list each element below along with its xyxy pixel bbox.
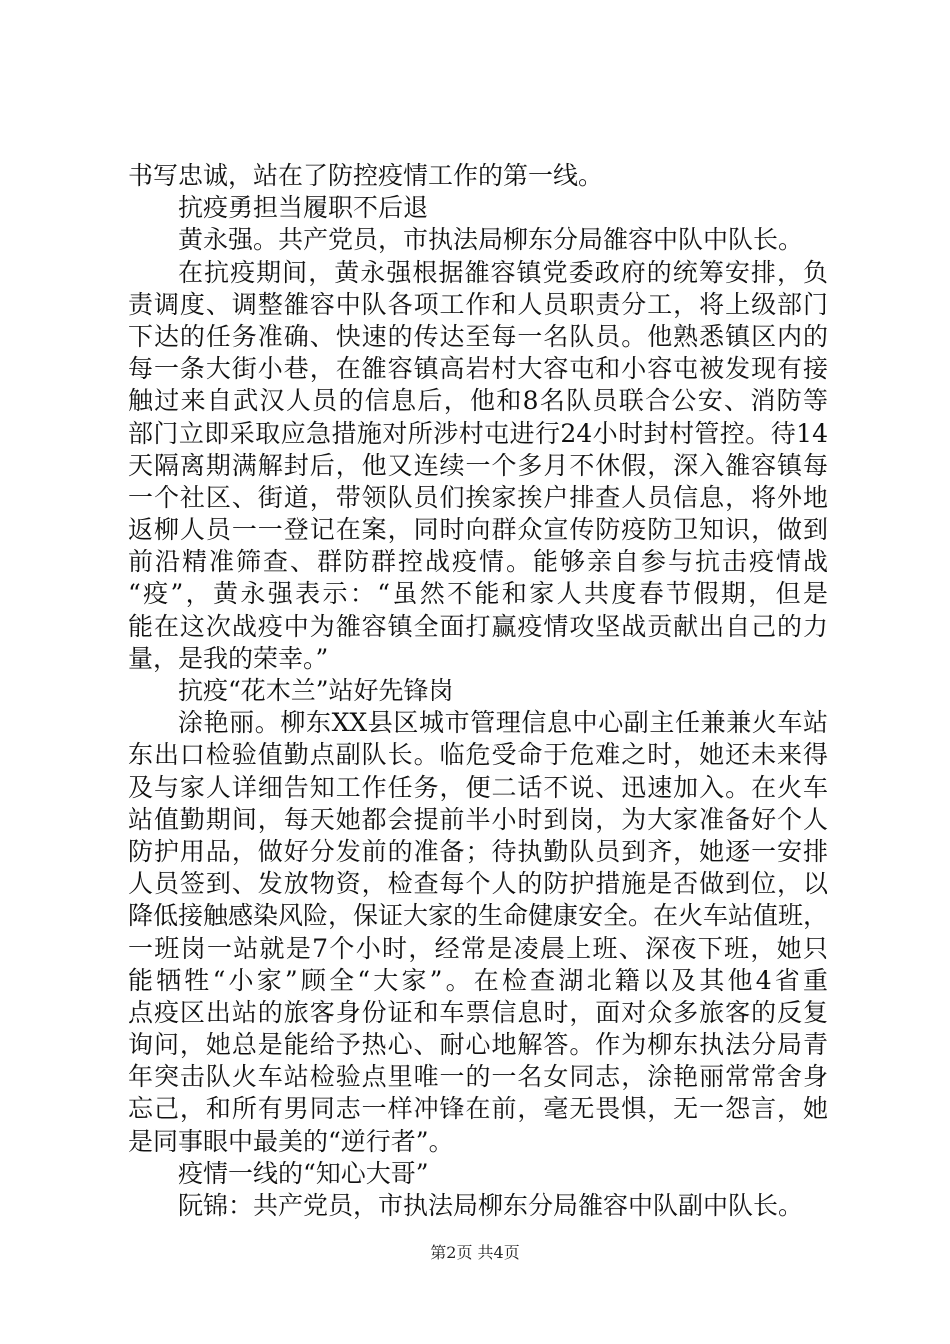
text-line: 一班岗一站就是7个小时，经常是凌晨上班、深夜下班，她只 [128,933,828,963]
text-line: 及与家人详细告知工作任务，便二话不说、迅速加入。在火车 [128,772,828,802]
paragraph [128,224,828,256]
page-footer [0,1243,950,1263]
text-line: 量，是我的荣幸。” [128,643,329,673]
section-heading [128,675,828,707]
text-line: 下达的任务准确、快速的传达至每一名队员。他熟悉镇区内的 [128,321,828,351]
text-line: 触过来自武汉人员的信息后，他和8名队员联合公安、消防等 [128,386,828,416]
text-line: 书写忠诚，站在了防控疫情工作的第一线。 [128,161,604,190]
text-line: 阮锦：共产党员，市执法局柳东分局雒容中队副中队长。 [178,1191,804,1220]
text-line: 一个社区、街道，带领队员们挨家挨户排查人员信息，将外地 [128,482,828,512]
text-line: 天隔离期满解封后，他又连续一个多月不休假，深入雒容镇每 [128,450,828,480]
page-number-label: 第2页 共4页 [430,1243,520,1262]
paragraph [128,1190,828,1222]
text-line: 每一条大街小巷，在雒容镇高岩村大容屯和小容屯被发现有接 [128,354,828,384]
section-heading [128,1158,828,1190]
text-line: 人员签到、发放物资，检查每个人的防护措施是否做到位，以 [128,869,828,899]
document-body [128,160,828,1222]
paragraph [128,707,828,1158]
heading-text: 抗疫“花木兰”站好先锋岗 [178,676,454,705]
text-line: 前沿精准筛查、群防群控战疫情。能够亲自参与抗击疫情战 [128,547,828,577]
text-line: 点疫区出站的旅客身份证和车票信息时，面对众多旅客的反复 [128,997,828,1027]
paragraph [128,160,828,192]
text-line: 部门立即采取应急措施对所涉村屯进行24小时封村管控。待14 [128,418,828,448]
text-line: 询问，她总是能给予热心、耐心地解答。作为柳东执法分局青 [128,1030,828,1060]
text-line: 能在这次战疫中为雒容镇全面打赢疫情攻坚战贡献出自己的力 [128,611,828,641]
text-line: 是同事眼中最美的“逆行者”。 [128,1126,454,1156]
text-line: 年突击队火车站检验点里唯一的一名女同志，涂艳丽常常舍身 [128,1062,828,1092]
text-line: 在抗疫期间，黄永强根据雒容镇党委政府的统筹安排，负 [178,257,828,287]
text-line: 能牺牲“小家”顾全“大家”。在检查湖北籍以及其他4省重 [128,965,828,995]
text-line: 站值勤期间，每天她都会提前半小时到岗，为大家准备好个人 [128,804,828,834]
text-line: 涂艳丽。柳东XX县区城市管理信息中心副主任兼兼火车站 [178,708,828,738]
text-line: 忘己，和所有男同志一样冲锋在前，毫无畏惧，无一怨言，她 [128,1094,828,1124]
text-line: 黄永强。共产党员，市执法局柳东分局雒容中队中队长。 [178,225,804,255]
section-heading [128,192,828,224]
text-line: 责调度、调整雒容中队各项工作和人员职责分工，将上级部门 [128,289,828,319]
text-line: 东出口检验值勤点副队长。临危受命于危难之时，她还未来得 [128,740,828,770]
text-line: 降低接触感染风险，保证大家的生命健康安全。在火车站值班， [128,901,829,931]
paragraph [128,257,828,675]
text-line: “疫”，黄永强表示：“虽然不能和家人共度春节假期，但是 [128,579,828,609]
text-line: 防护用品，做好分发前的准备；待执勤队员到齐，她逐一安排 [128,836,828,866]
text-line: 返柳人员一一登记在案，同时向群众宣传防疫防卫知识，做到 [128,515,828,545]
heading-text: 疫情一线的“知心大哥” [178,1158,429,1188]
heading-text: 抗疫勇担当履职不后退 [178,193,429,223]
